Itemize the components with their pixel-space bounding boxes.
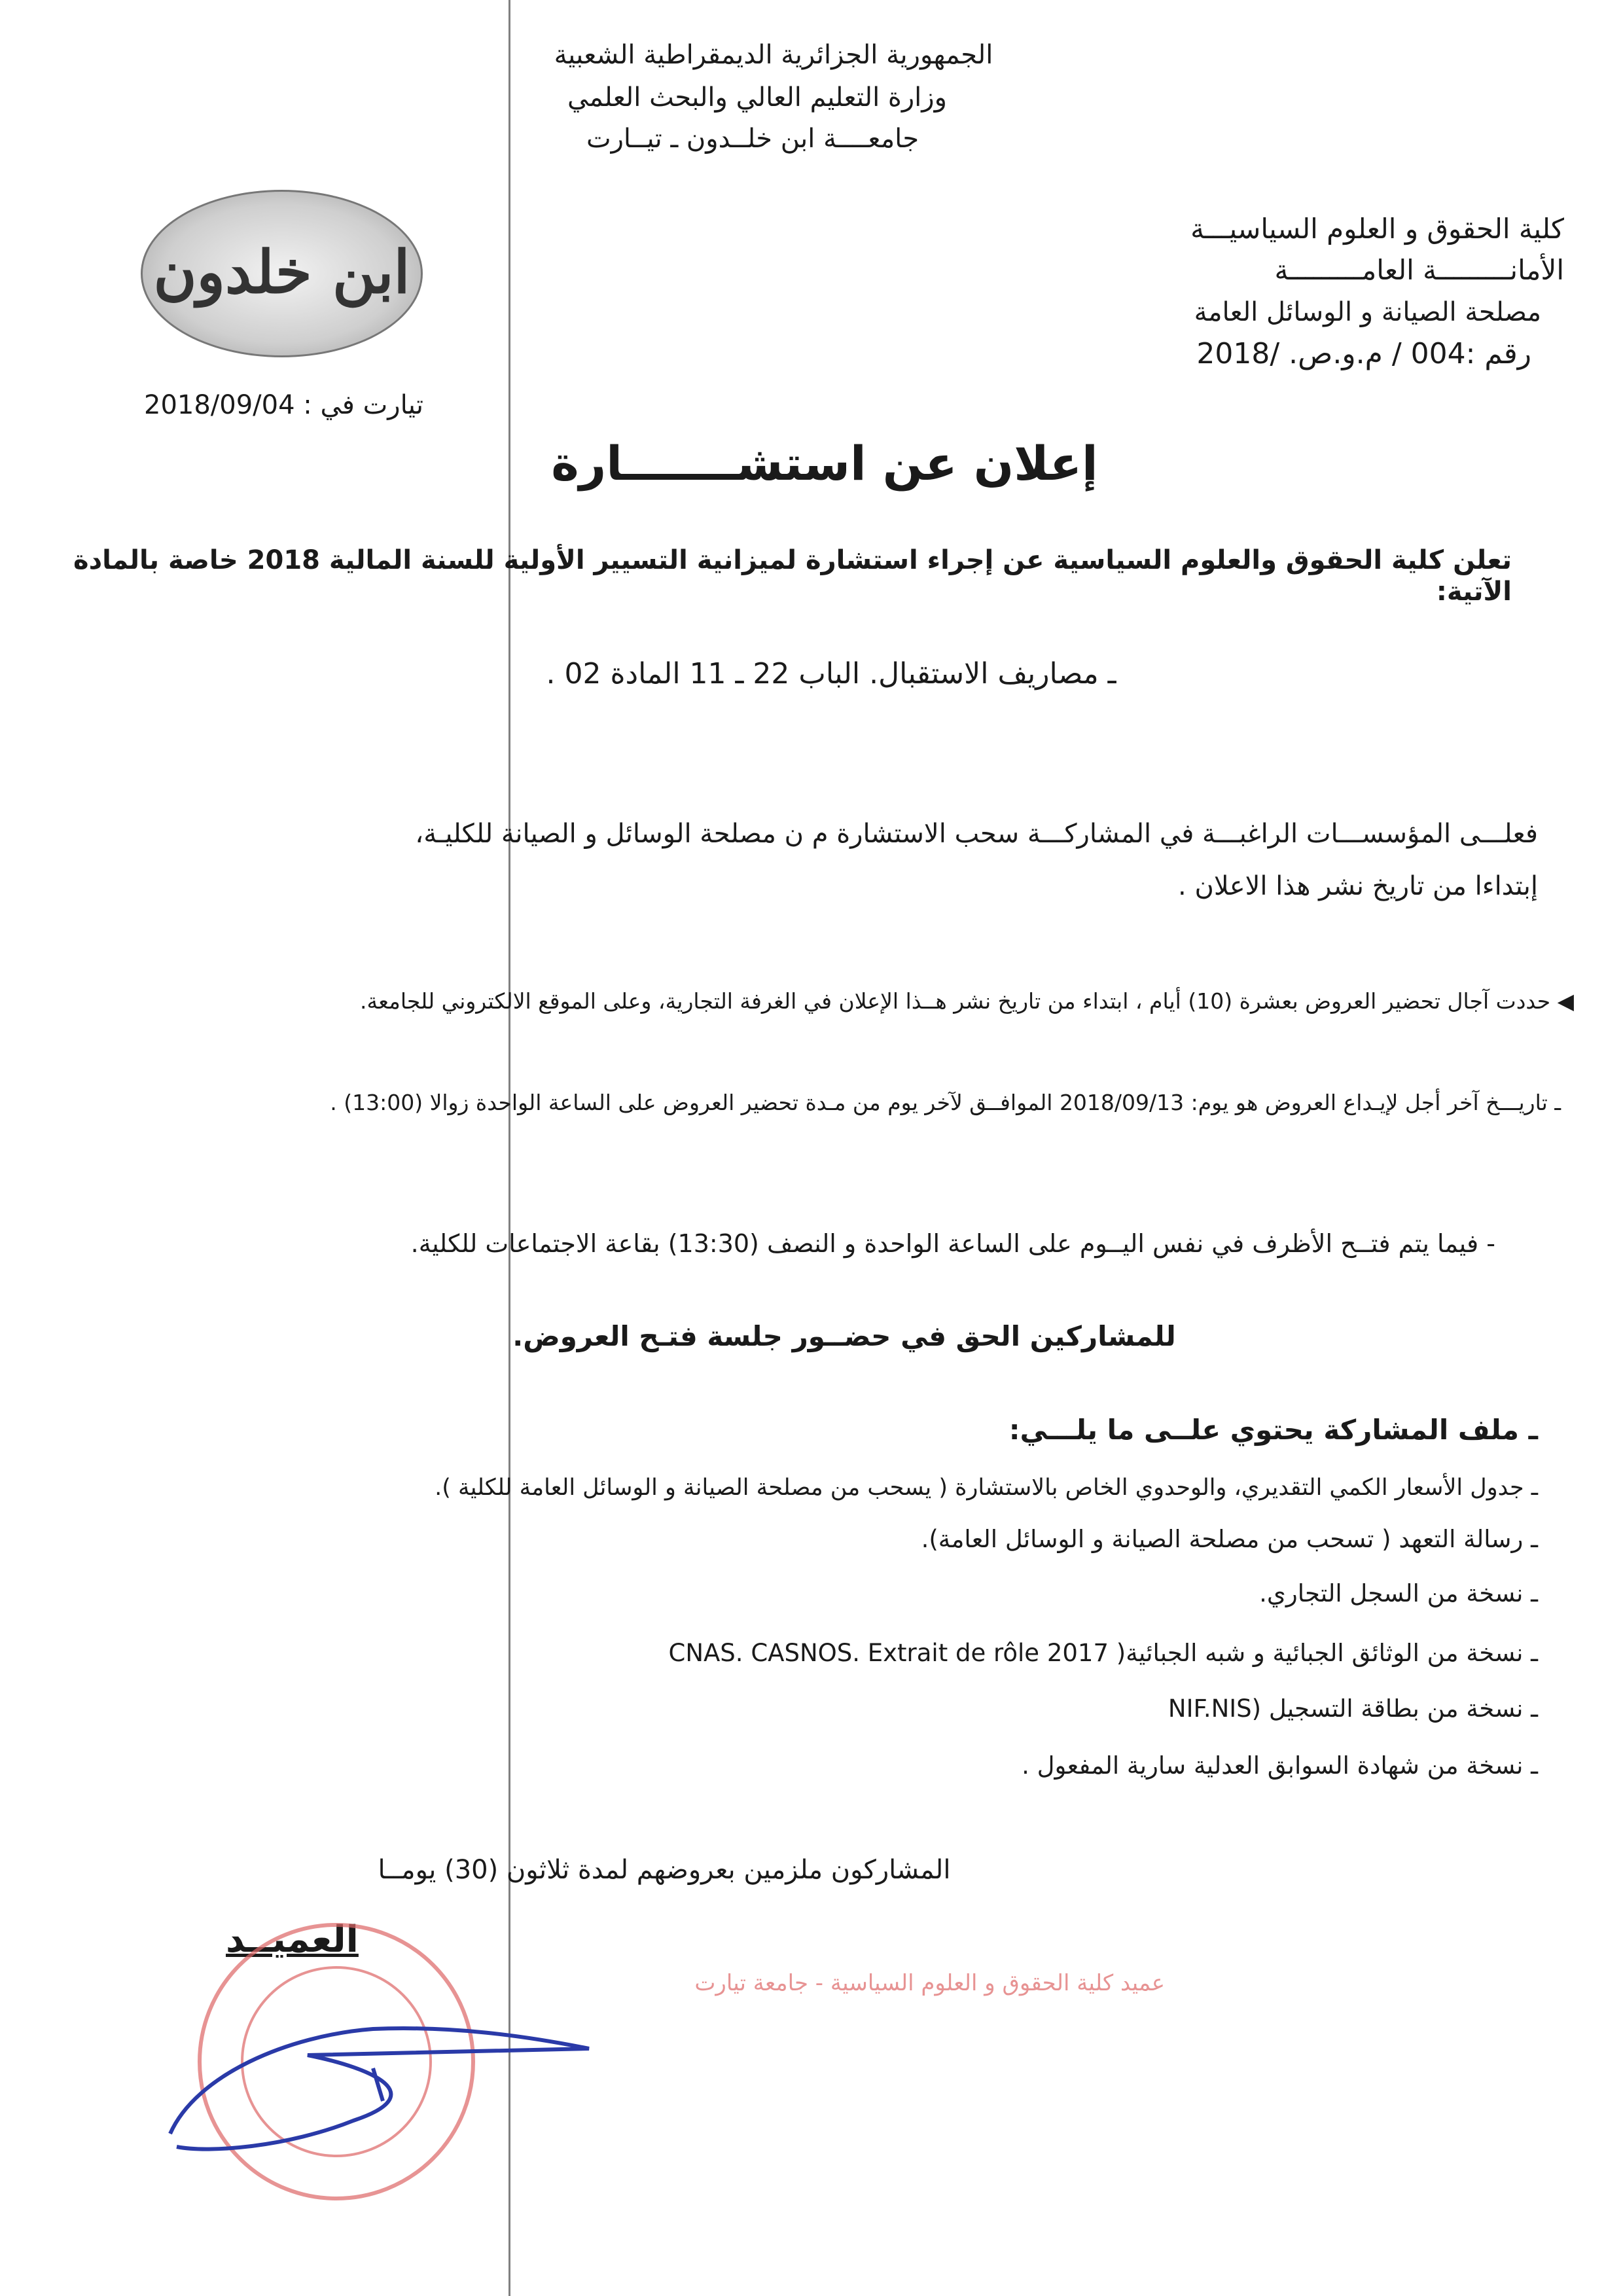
document-title: إعلان عن استشـــــــارة [551, 436, 1098, 491]
logo-text: ابن خلدون [153, 238, 410, 307]
stamp-text: عميد كلية الحقوق و العلوم السياسية - جامعة تيارت [694, 1970, 1165, 1996]
triangle-bullet-icon: ◀ [1550, 988, 1574, 1014]
sender-service: مصلحة الصيانة و الوسائل العامة [1194, 297, 1541, 327]
offer-validity: المشاركون ملزمين بعروضهم لمدة ثلاثون (30) يومــا [378, 1855, 951, 1885]
deadline-preparation-text: حددت آجال تحضير العروض بعشرة (10) أيام ، ابتداء من تاريخ نشر هــذا الإعلان في الغرفة التجارية، وعلى الموقع الالكتروني للجامعة. [360, 988, 1551, 1014]
signature-scribble-icon [157, 1970, 615, 2186]
participation-paragraph-line1: فعلـــى المؤسســـات الراغبـــة في المشاركـــة سحب الاستشارة م ن مصلحة الوسائل و الصيانة للكليـة، [415, 819, 1538, 849]
item-reception-expenses: ـ مصاريف الاستقبال. الباب 22 ـ 11 المادة 02 . [546, 657, 1116, 691]
dean-title: العميــد [226, 1918, 359, 1961]
file-item: ـ رسالة التعهد ( تسحب من مصلحة الصيانة و الوسائل العامة). [921, 1525, 1538, 1553]
sender-secretariat: الأمانـــــــــة العامـــــــــة [1274, 254, 1564, 286]
file-item: ـ نسخة من السجل التجاري. [1259, 1579, 1538, 1607]
deadline-preparation [39, 988, 1574, 1014]
reference-number: رقم :004 / م.و.ص. /2018 [1196, 337, 1531, 370]
header-university: جامعــــة ابن خلــدون ـ تيــارت [586, 124, 919, 154]
university-logo [141, 190, 423, 357]
header-republic: الجمهورية الجزائرية الديمقراطية الشعبية [554, 40, 993, 70]
sender-faculty: كلية الحقوق و العلوم السياسيـــة [1190, 213, 1564, 245]
participation-paragraph-line2: إبتداءا من تاريخ نشر هذا الاعلان . [1178, 871, 1538, 901]
intro-paragraph: تعلن كلية الحقوق والعلوم السياسية عن إجراء استشارة لميزانية التسيير الأولية للسنة المالية 2018 خاصة بالمادة الآتية: [73, 545, 1512, 607]
attendance-right: للمشاركين الحق في حضــور جلسة فتـح العروض. [512, 1320, 1176, 1352]
file-item: ـ نسخة من الوثائق الجبائية و شبه الجبائية( CNAS. CASNOS. Extrait de rôle 2017 [668, 1639, 1538, 1667]
envelope-opening: - فيما يتم فتــح الأظرف في نفس اليــوم على الساعة الواحدة و النصف (13:30) بقاعة الاجتماعات للكلية. [410, 1229, 1495, 1258]
file-item: ـ جدول الأسعار الكمي التقديري، والوحدوي الخاص بالاستشارة ( يسحب من مصلحة الصيانة و الوسائل العامة للكلية ). [435, 1475, 1538, 1501]
document-date: تيارت في : 2018/09/04 [144, 390, 423, 420]
file-item: ـ نسخة من بطاقة التسجيل (NIF.NIS [1168, 1695, 1538, 1723]
file-heading: ـ ملف المشاركة يحتوي علــى ما يلـــي: [1008, 1414, 1538, 1446]
deadline-submission: ـ تاريـــخ آخر أجل لإيـداع العروض هو يوم: 2018/09/13 الموافــق لآخر يوم من مـدة تحضير العروض على الساعة الواحدة زوالا (13:00) . [330, 1090, 1561, 1115]
file-item: ـ نسخة من شهادة السوابق العدلية سارية المفعول . [1022, 1751, 1538, 1780]
header-ministry: وزارة التعليم العالي والبحث العلمي [567, 82, 947, 113]
